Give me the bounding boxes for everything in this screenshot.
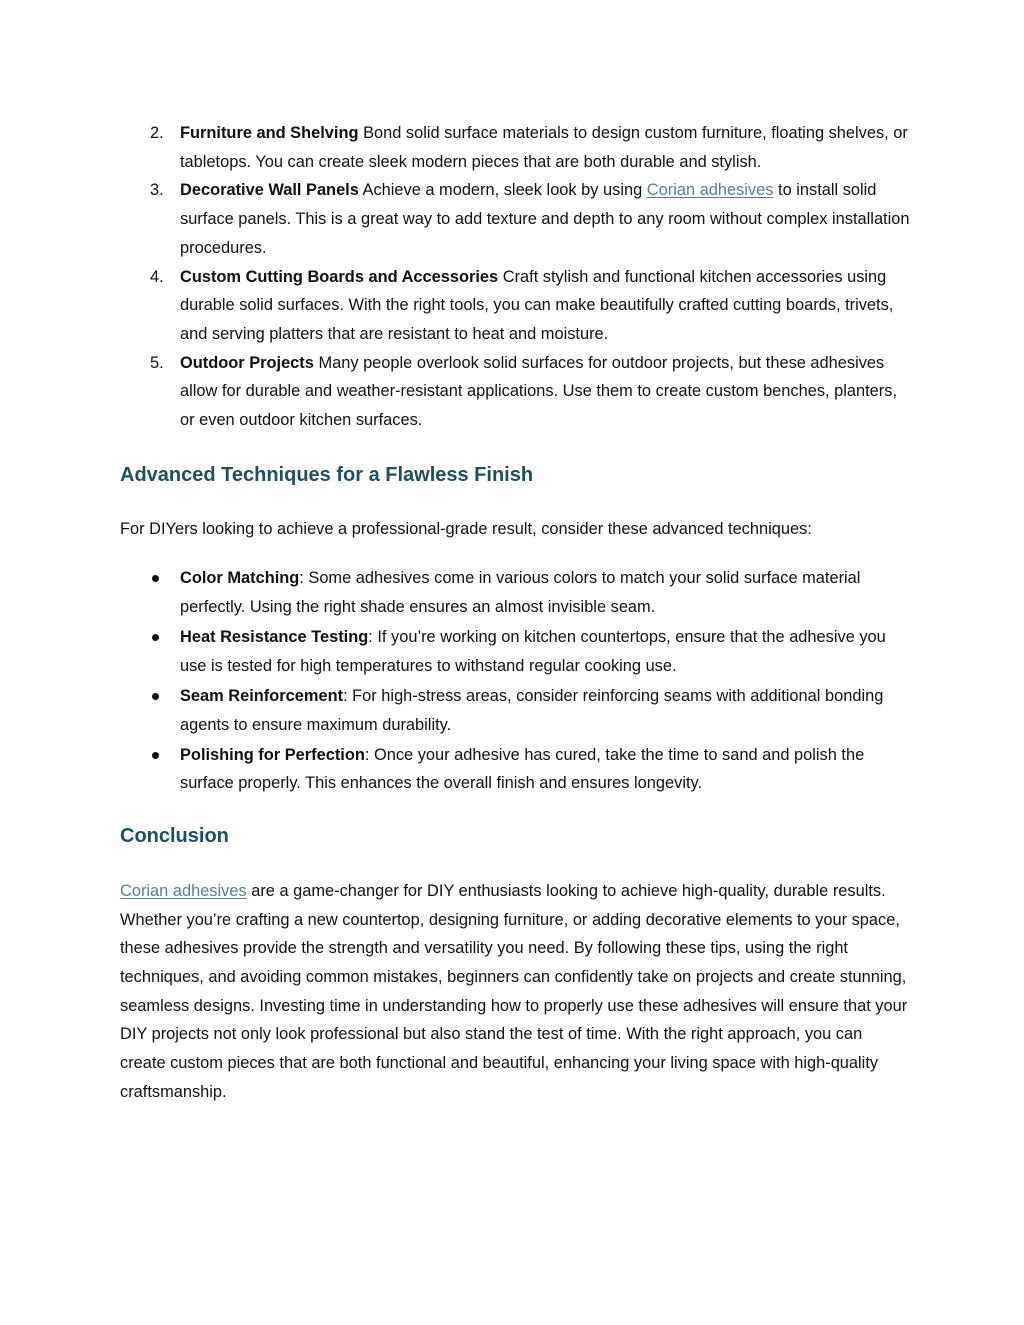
corian-adhesives-link[interactable]: Corian adhesives (120, 881, 247, 900)
conclusion-text: are a game-changer for DIY enthusiasts looking to achieve high-quality, durable results. Whether you’re crafting a new countertop, designing furniture, or adding decorative elements to your space, these adhesives provide the strength and versatility you need. By following these tips, using the right techniques, and avoiding common mistakes, beginners can confidently take on projects and create stunning, seamless designs. Investing time in understanding how to properly use these adhesives will ensure that your DIY projects not only look professional but also stand the test of time. With the right approach, you can create custom pieces that are both functional and beautiful, enhancing your living space with high-quality craftsmanship. (120, 881, 908, 1101)
list-item-title: Furniture and Shelving (180, 124, 359, 142)
list-item-text: Craft stylish and functional kitchen accessories using durable solid surfaces. With the right tools, you can make beautifully crafted cutting boards, trivets, and serving platters that are resistant to heat and moisture. (180, 267, 894, 343)
list-item-title: Custom Cutting Boards and Accessories (180, 267, 499, 286)
bullet-title: Seam Reinforcement (180, 686, 344, 705)
list-item-furniture-shelving (120, 119, 910, 176)
list-item-outdoor-projects (120, 349, 910, 435)
conclusion-paragraph (120, 877, 910, 1107)
bullet-text: : For high-stress areas, consider reinforcing seams with additional bonding agents to ensure maximum durability. (180, 686, 884, 734)
bullet-icon (152, 634, 159, 641)
list-item-decorative-wall-panels (120, 176, 910, 262)
advanced-techniques-heading: Advanced Techniques for a Flawless Finish (120, 463, 534, 486)
bullet-item-polishing (120, 741, 910, 798)
list-item-text-continued: to install solid surface panels. This is a great way to add texture and depth to any room without complex installation procedures. (180, 181, 910, 257)
advanced-techniques-list (120, 564, 910, 798)
bullet-item-heat-resistance (120, 623, 910, 680)
list-number: 2. (150, 124, 164, 142)
list-item-custom-cutting-boards (120, 263, 910, 349)
bullet-item-seam-reinforcement (120, 682, 910, 739)
list-item-text: Achieve a modern, sleek look by using (362, 181, 643, 200)
list-number: 5. (150, 353, 164, 372)
list-item-title: Outdoor Projects (180, 353, 314, 372)
bullet-icon (152, 752, 159, 759)
bullet-text: : If you’re working on kitchen countertops, ensure that the adhesive you use is tested for high temperatures to withstand regular cooking use. (180, 628, 886, 675)
bullet-icon (152, 693, 159, 700)
list-number: 3. (150, 181, 164, 200)
conclusion-heading: Conclusion (120, 824, 229, 847)
corian-adhesives-link[interactable]: Corian adhesives (646, 181, 774, 200)
bullet-text: : Some adhesives come in various colors to match your solid surface material perfectly. Using the right shade ensures an almost invisible seam. (180, 569, 861, 617)
list-item-text: Bond solid surface materials to design custom furniture, floating shelves, or tabletops. You can create sleek modern pieces that are both durable and stylish. (180, 124, 908, 171)
bullet-text: : Once your adhesive has cured, take the time to sand and polish the surface properly. This enhances the overall finish and ensures longevity. (180, 745, 865, 793)
list-item-title: Decorative Wall Panels (180, 181, 359, 200)
bullet-item-color-matching (120, 564, 910, 621)
document-page (120, 119, 910, 1107)
bullet-title: Polishing for Perfection (180, 745, 365, 764)
list-number: 4. (150, 267, 164, 286)
bullet-title: Color Matching (180, 569, 300, 588)
numbered-list (120, 119, 910, 435)
bullet-icon (152, 575, 159, 582)
bullet-title: Heat Resistance Testing (180, 628, 369, 647)
advanced-intro-paragraph: For DIYers looking to achieve a professional-grade result, consider these advanced techniques: (120, 519, 812, 538)
list-item-text: Many people overlook solid surfaces for outdoor projects, but these adhesives allow for durable and weather-resistant applications. Use them to create custom benches, planters, or even outdoor kitchen surfaces. (180, 353, 898, 430)
